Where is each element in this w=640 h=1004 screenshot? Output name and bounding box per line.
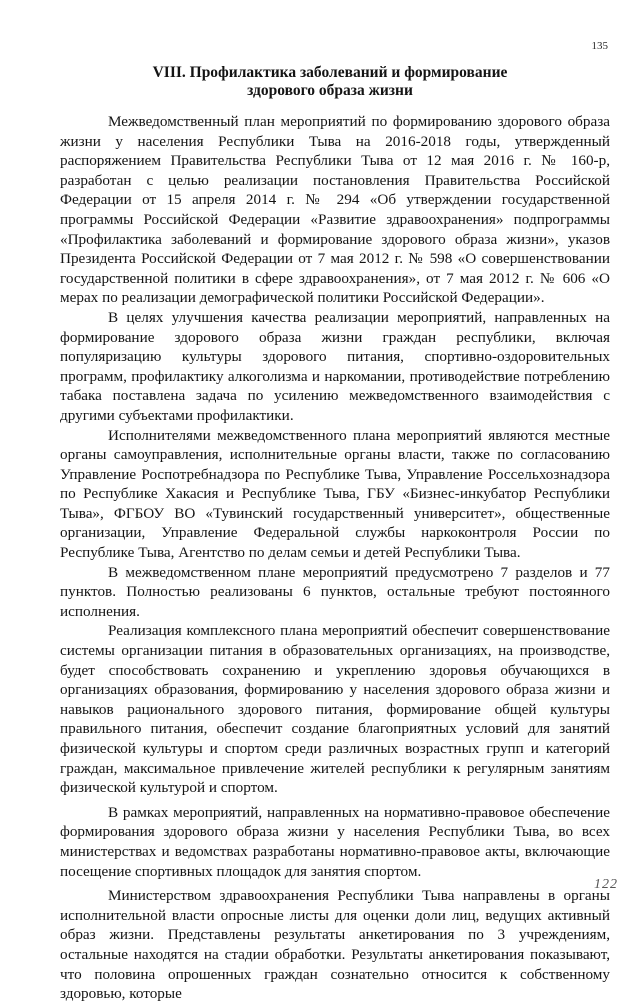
paragraph-7: Министерством здравоохранения Республики Тыва направлены в органы исполнительной власти опросные листы для оценки доли лиц, ведущих активный образ жизни. Представлены результаты анкетирования по 3 учреждениям, остальные находятся на стадии обработки. Результаты анкетирования показывают, что половина опрошенных граждан сознательно относится к собственному здоровью, которые xyxy=(60,887,610,1003)
paragraph-3: Исполнителями межведомственного плана мероприятий являются местные органы самоуправления, исполнительные органы власти, также по согласованию Управление Роспотребнадзора по Республике Тыва, Управление Россельхознадзора по Республике Хакасия и Республике Тыва, ГБУ «Бизнес-инкубатор Республики Тыва», ФГБОУ ВО «Тувинский государственный университет», общественные организации, Управление Федеральной службы наркоконтроля России по Республике Тыва, Агентство по делам семьи и детей Республики Тыва. xyxy=(60,426,610,562)
paragraph-5: Реализация комплексного плана мероприятий обеспечит совершенствование системы организации питания в образовательных организациях, на производстве, будет способствовать сохранению и укреплению здоровья обучающихся в организациях образования, формированию у населения здорового образа жизни и навыков рационального здорового питания, формирование общей культуры правильного питания, обеспечит создание благоприятных условий для занятий физической культуры и спортом среди различных возрастных групп и категорий граждан, максимальное привлечение жителей республики к регулярным занятиям физической культурой и спортом. xyxy=(60,622,610,797)
handwritten-page-mark: 122 xyxy=(594,877,618,892)
paragraph-1: Межведомственный план мероприятий по формированию здорового образа жизни у населения Республики Тыва на 2016-2018 годы, утвержденный распоряжением Правительства Республики Тыва от 12 мая 2016 г. № 160-р, разработан с целью реализации постановления Правительства Российской Федерации от 15 апреля 2014 г. № 294 «Об утверждении государственной программы Российской Федерации «Развитие здравоохранения» подпрограммы «Профилактика заболеваний и формирование здорового образа жизни», указов Президента Российской Федерации от 7 мая 2012 г. № 598 «О совершенствовании государственной политики в сфере здравоохранения», от 7 мая 2012 г. № 606 «О мерах по реализации демографической политики Российской Федерации». xyxy=(60,113,610,307)
paragraph-6: В рамках мероприятий, направленных на нормативно-правовое обеспечение формирования здорового образа жизни у населения Республики Тыва, во всех министерствах и ведомствах разработаны нормативно-правовое акты, включающие посещение спортивных площадок для занятия спортом. xyxy=(60,803,610,880)
section-heading xyxy=(60,64,600,100)
paragraph-2: В целях улучшения качества реализации мероприятий, направленных на формирование здорового образа жизни граждан республики, включая популяризацию культуры здорового питания, спортивно-оздоровительных программ, профилактику алкоголизма и наркомании, противодействие потреблению табака поставлена задача по усилению межведомственного взаимодействия с другими субъектами профилактики. xyxy=(60,308,610,424)
section-heading-line-2: здорового образа жизни xyxy=(247,82,413,99)
section-heading-line-1: VIII. Профилактика заболеваний и формирование xyxy=(152,64,508,81)
page-number: 135 xyxy=(591,40,608,52)
body-text xyxy=(60,112,610,1004)
paragraph-4: В межведомственном плане мероприятий предусмотрено 7 разделов и 77 пунктов. Полностью реализованы 6 пунктов, остальные требуют постоянного исполнения. xyxy=(60,563,610,620)
